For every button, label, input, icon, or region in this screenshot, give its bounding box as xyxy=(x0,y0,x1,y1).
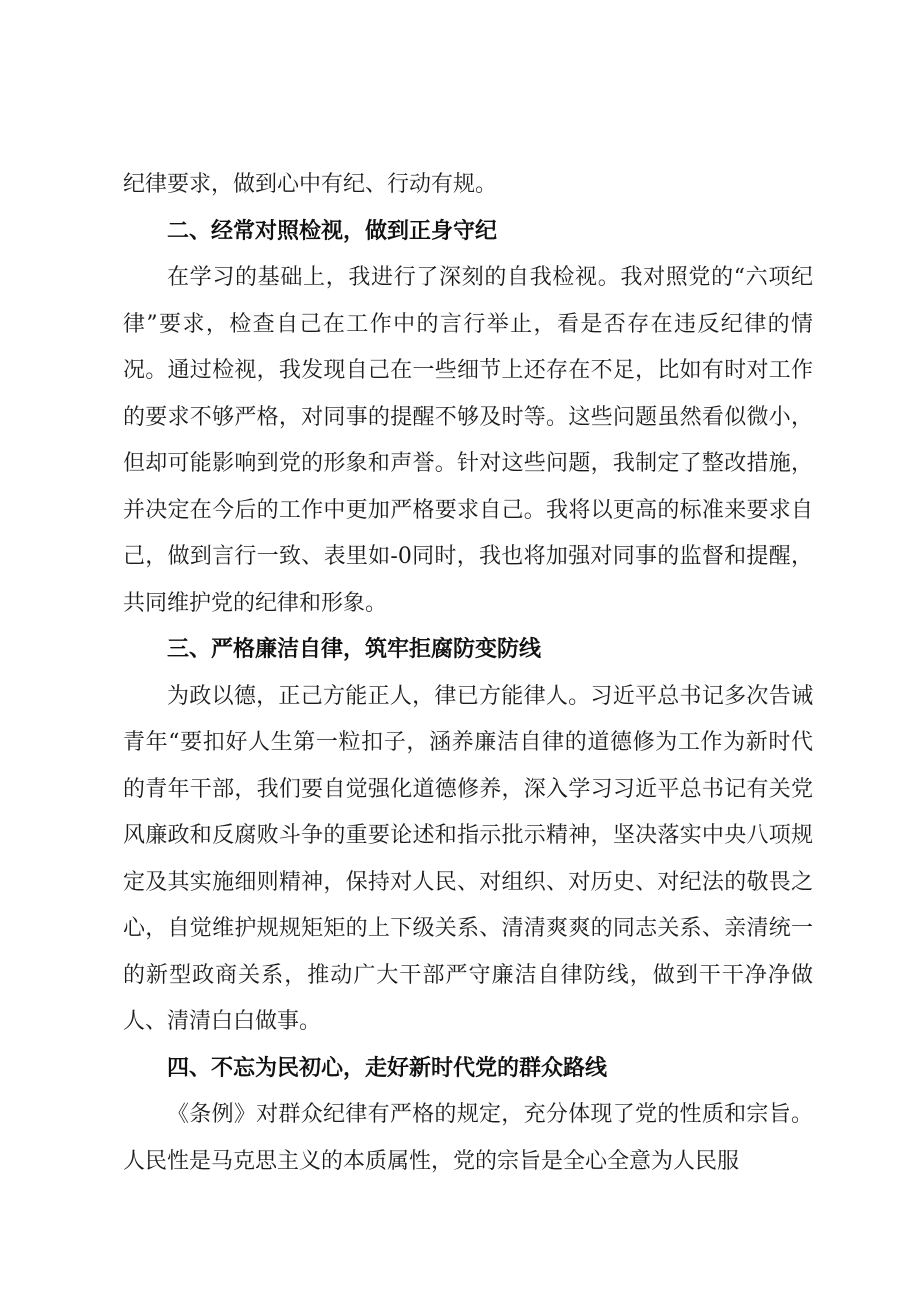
paragraph-self-review: 在学习的基础上，我进行了深刻的自我检视。我对照党的“六项纪律”要求，检查自己在工作中的言行举止，看是否存在违反纪律的情况。通过检视，我发现自己在一些细节上还存在不足，比如有时对工作的要求不够严格，对同事的提醒不够及时等。这些问题虽然看似微小，但却可能影响到党的形象和声誉。针对这些问题，我制定了整改措施，并决定在今后的工作中更加严格要求自己。我将以更高的标准来要求自己，做到言行一致、表里如-0同时，我也将加强对同事的监督和提醒，共同维护党的纪律和形象。 xyxy=(123,265,813,616)
paragraph-integrity: 为政以德，正己方能正人，律已方能律人。习近平总书记多次告诫青年“要扣好人生第一粒扣子，涵养廉洁自律的道德修为工作为新时代的青年干部，我们要自觉强化道德修养，深入学习习近平总书记有关党风廉政和反腐败斗争的重要论述和指示批示精神，坚决落实中央八项规定及其实施细则精神，保持对人民、对组织、对历史、对纪法的敬畏之心，自觉维护规规矩矩的上下级关系、清清爽爽的同志关系、亲清统一的新型政商关系，推动广大干部严守廉洁自律防线，做到干干净净做人、清清白白做事。 xyxy=(123,683,813,1034)
paragraph-mass-line: 《条例》对群众纪律有严格的规定，充分体现了党的性质和宗旨。人民性是马克思主义的本质属性，党的宗旨是全心全意为人民服 xyxy=(123,1102,813,1174)
section-heading-4: 四、不忘为民初心，走好新时代党的群众路线 xyxy=(167,1055,608,1081)
document-body xyxy=(123,162,813,1185)
section-heading-3: 三、严格廉洁自律，筑牢拒腐防变防线 xyxy=(167,637,542,662)
section-heading-2: 二、经常对照检视，做到正身守纪 xyxy=(167,218,498,244)
paragraph-continuation: 纪律要求，做到心中有纪、行动有规。 xyxy=(123,172,498,197)
